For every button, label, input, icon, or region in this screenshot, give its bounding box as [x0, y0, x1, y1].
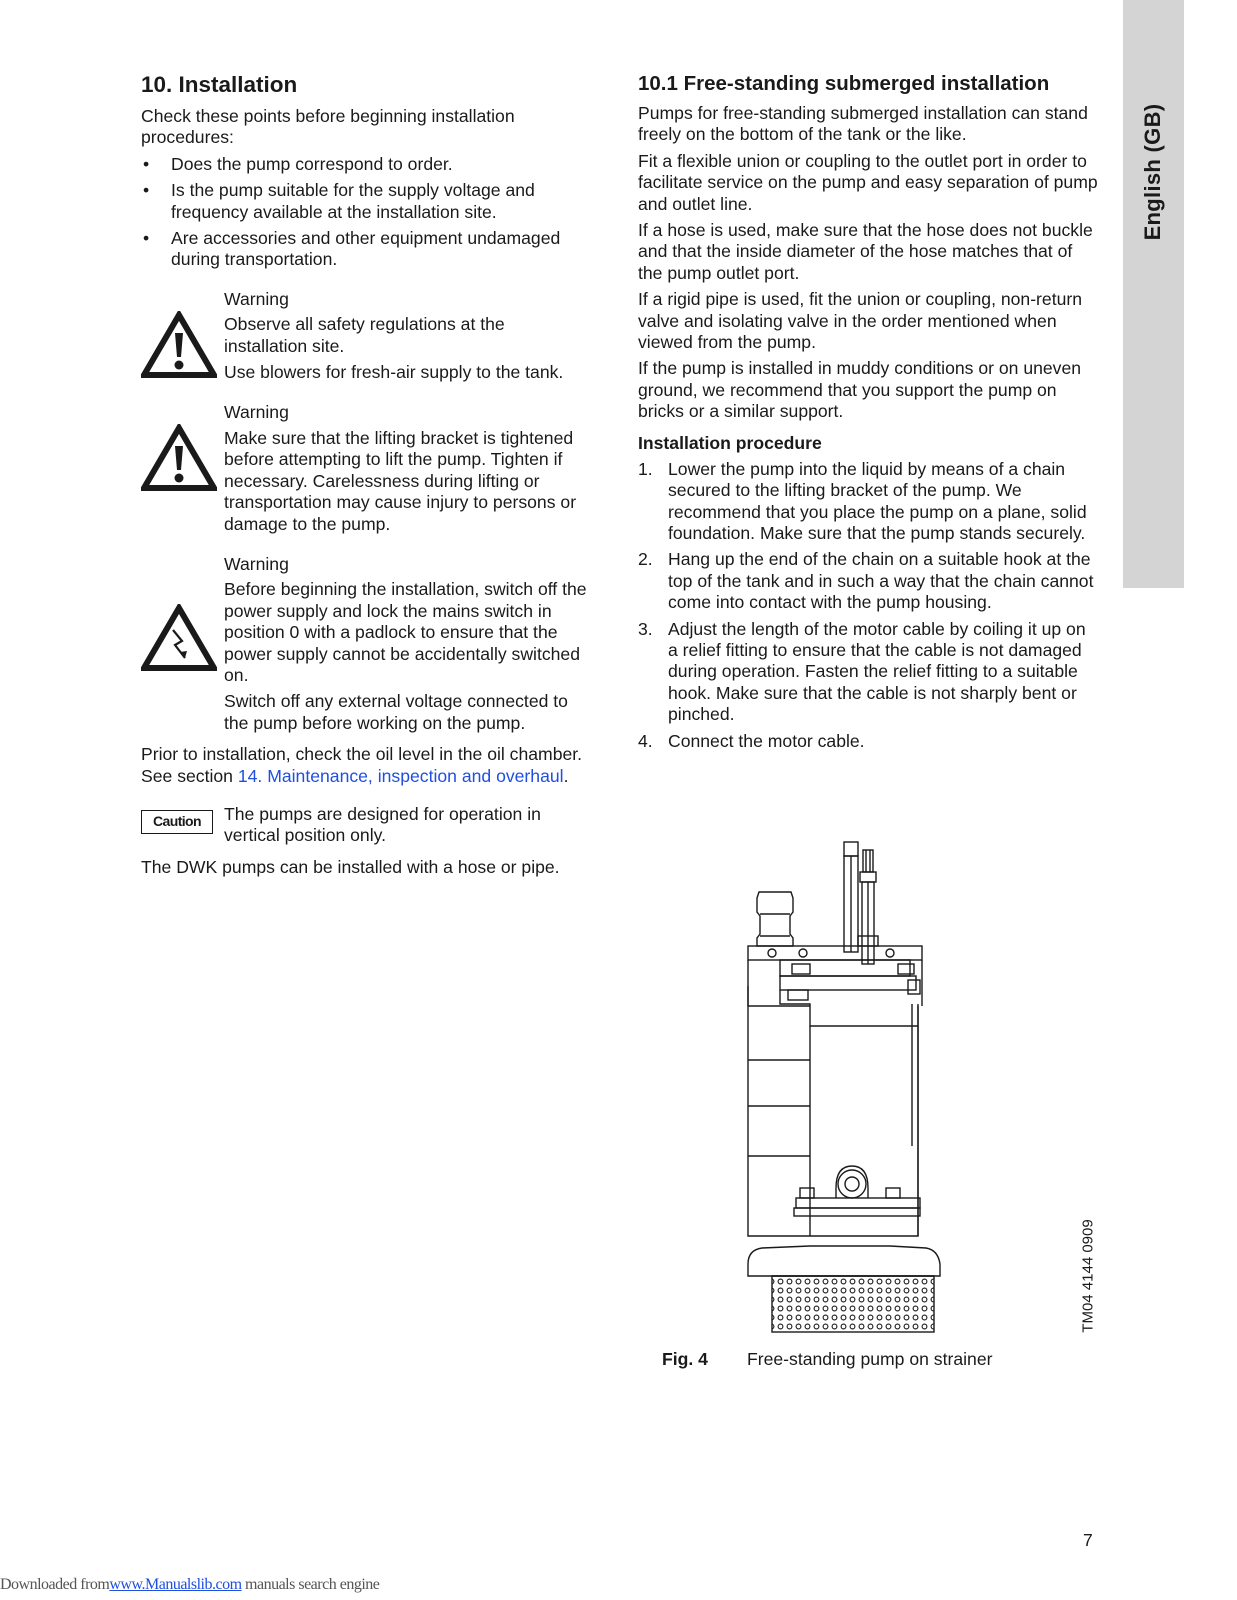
paragraph: Pumps for free-standing submerged installation can stand freely on the bottom of the tank or the like.	[638, 103, 1088, 145]
hose-pipe-text: The DWK pumps can be installed with a hose or pipe.	[141, 856, 560, 877]
step-number: 3.	[638, 618, 653, 639]
paragraph: Fit a flexible union or coupling to the outlet port in order to facilitate service on the pump and easy separation of pump and outlet line.	[638, 150, 1098, 214]
paragraph: If the pump is installed in muddy conditions or on uneven ground, we recommend that you support the pump on bricks or a similar support.	[638, 358, 1082, 422]
footer-suffix: manuals search engine	[241, 1576, 380, 1593]
procedure-step	[638, 549, 1098, 613]
language-tab-label: English (GB)	[1140, 103, 1165, 241]
step-text: Hang up the end of the chain on a suitable hook at the top of the tank and in such a way that the chain cannot come into contact with the pump housing.	[668, 549, 1094, 613]
warning-title: Warning	[224, 402, 289, 423]
procedure-step	[638, 619, 1098, 726]
warning-text: Use blowers for fresh-air supply to the tank.	[224, 362, 564, 383]
oil-level-text: Prior to installation, check the oil level in the oil chamber. See section	[141, 744, 583, 786]
left-column	[141, 68, 591, 883]
figure-code: TM04 4144 0909	[1079, 1219, 1097, 1333]
step-text: Adjust the length of the motor cable by coiling it up on a relief fitting to ensure that the cable is not damaged during operation. Fasten the relief fitting to a suitable hook. Make sure that the cable is not sharply bent or pinched.	[668, 618, 1086, 725]
maintenance-section-link[interactable]: 14. Maintenance, inspection and overhaul	[237, 765, 564, 786]
paragraph: If a rigid pipe is used, fit the union or coupling, non-return valve and isolating valve in the order mentioned when viewed from the pump.	[638, 289, 1083, 353]
warning-text: Make sure that the lifting bracket is tightened before attempting to lift the pump. Tighten if necessary. Carelessness during lifting or transportation may cause injury to persons or damage to the pump.	[224, 427, 577, 534]
checklist-item: • Does the pump correspond to order.	[141, 154, 591, 175]
step-text: Connect the motor cable.	[668, 730, 865, 751]
footer-prefix: Downloaded from	[0, 1576, 110, 1593]
procedure-step	[638, 731, 1098, 752]
electric-hazard-icon	[141, 604, 217, 677]
checklist-item: • Is the pump suitable for the supply voltage and frequency available at the installation site.	[141, 180, 591, 223]
warning-text: Observe all safety regulations at the installation site.	[224, 314, 505, 356]
warning-triangle-icon	[141, 311, 217, 384]
warning-text: Before beginning the installation, switch off the power supply and lock the mains switch in position 0 with a padlock to ensure that the power supply cannot be accidentally switched on.	[224, 579, 587, 685]
caution-label: Caution	[141, 810, 213, 834]
procedure-title: Installation procedure	[638, 432, 822, 453]
page-number: 7	[1083, 1530, 1093, 1550]
procedure-step	[638, 459, 1098, 545]
warning-title: Warning	[224, 288, 289, 309]
right-column	[638, 68, 1098, 757]
figure-number: Fig. 4	[662, 1349, 708, 1369]
manualslib-link[interactable]: www.Manualslib.com	[109, 1576, 242, 1593]
step-number: 4.	[638, 730, 653, 751]
checklist-item: • Are accessories and other equipment undamaged during transportation.	[141, 228, 591, 271]
caution-notice	[141, 804, 591, 847]
section-10-title: 10. Installation	[141, 72, 298, 97]
warning-notice-3	[141, 554, 591, 734]
pump-drawing	[740, 836, 980, 1336]
step-number: 1.	[638, 458, 653, 479]
warning-notice-2	[141, 402, 591, 534]
figure-caption-text: Free-standing pump on strainer	[747, 1349, 993, 1369]
oil-level-paragraph	[141, 744, 591, 787]
caution-text: The pumps are designed for operation in vertical position only.	[224, 803, 541, 846]
step-text: Lower the pump into the liquid by means of a chain secured to the lifting bracket of the pump. We recommend that you place the pump on a plane, solid foundation. Make sure that the pump stands securely.	[668, 458, 1087, 543]
procedure-steps	[638, 459, 1098, 752]
warning-notice-1	[141, 289, 591, 384]
oil-level-end: .	[563, 765, 569, 786]
paragraph: If a hose is used, make sure that the hose does not buckle and that the inside diameter of the hose matches that of the pump outlet port.	[638, 220, 1093, 283]
warning-title: Warning	[224, 553, 289, 574]
section-10-intro: Check these points before beginning installation procedures:	[141, 106, 515, 148]
step-number: 2.	[638, 549, 653, 570]
download-footer	[0, 1576, 379, 1594]
figure-caption	[662, 1348, 992, 1370]
checklist	[141, 154, 591, 271]
language-tab	[1123, 0, 1184, 588]
section-10-1-title: 10.1 Free-standing submerged installation	[638, 72, 1050, 95]
warning-triangle-icon	[141, 424, 217, 497]
warning-text: Switch off any external voltage connected to the pump before working on the pump.	[224, 691, 568, 733]
